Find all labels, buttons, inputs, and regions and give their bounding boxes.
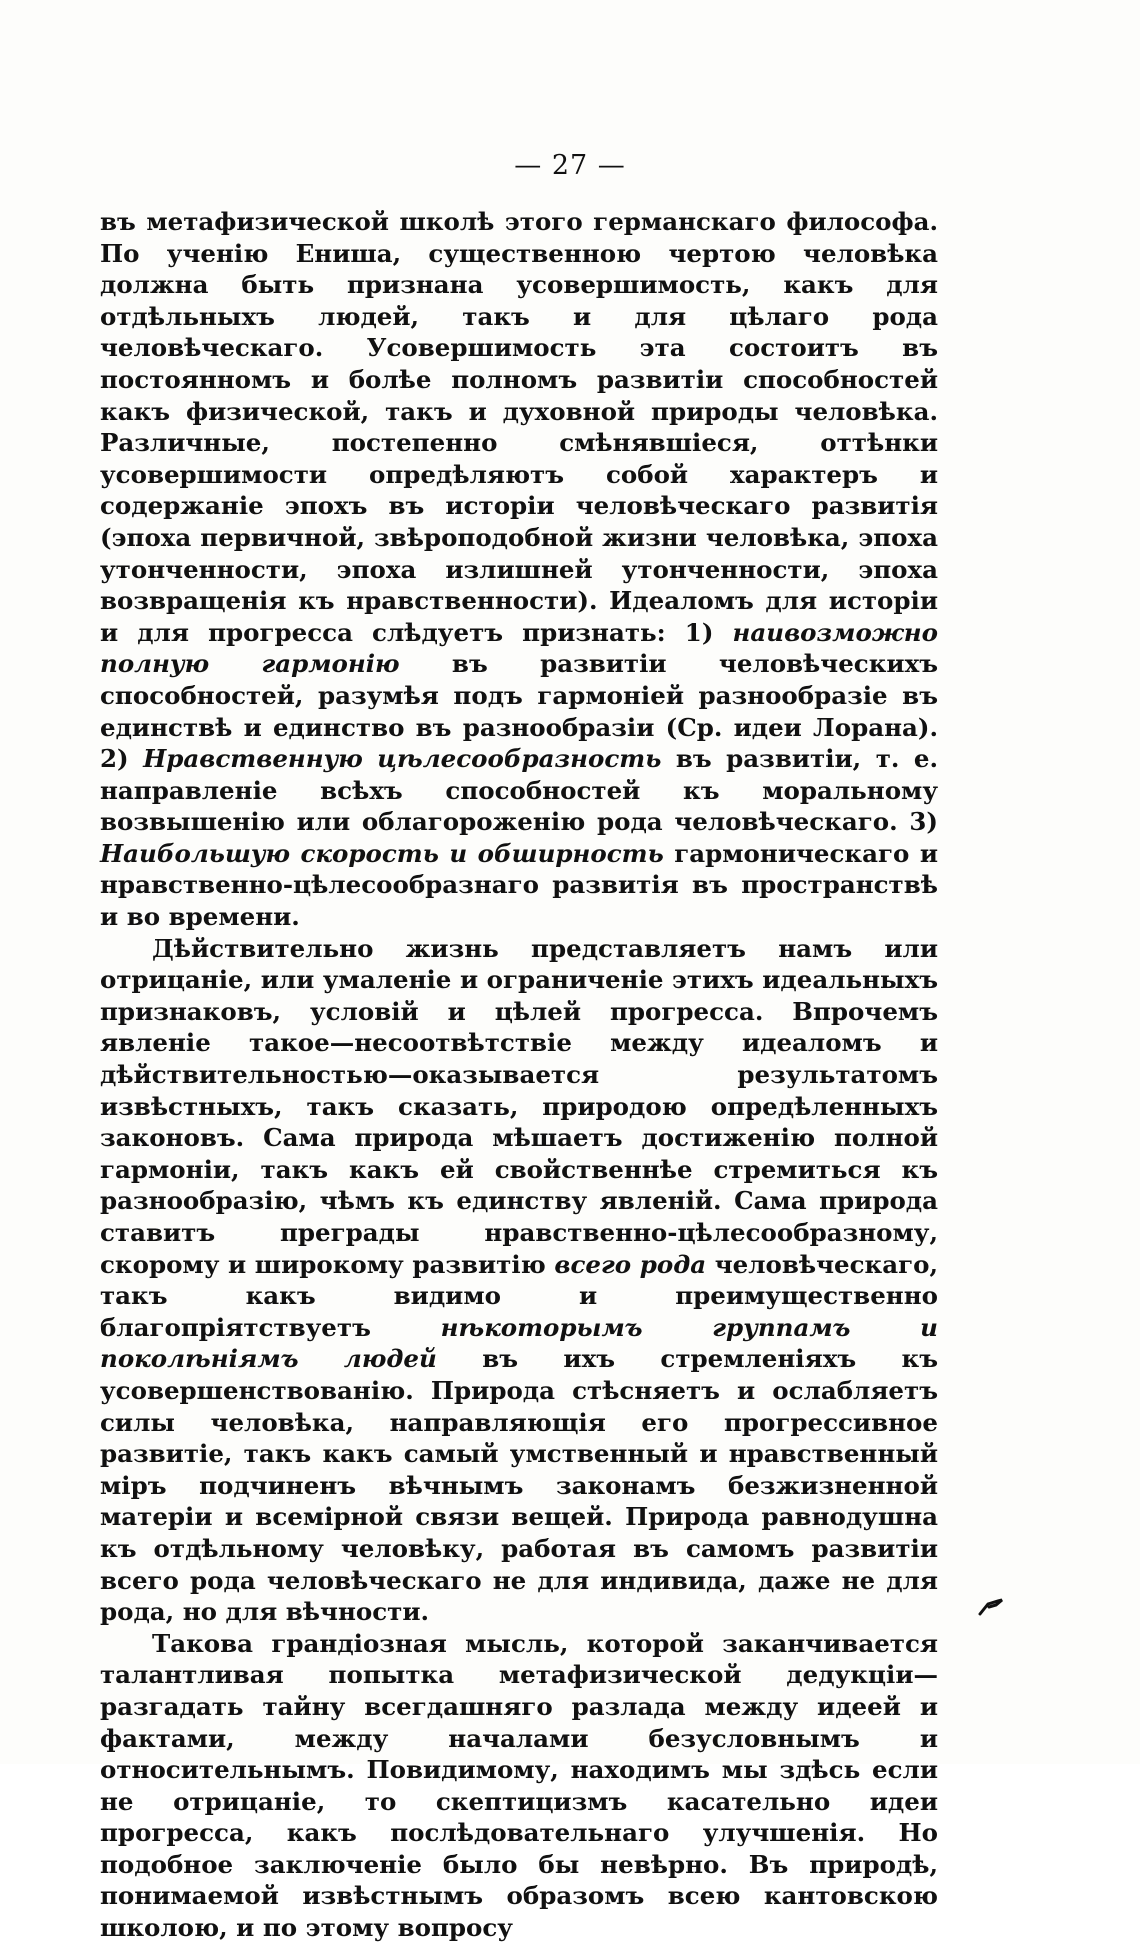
paragraph-3 bbox=[100, 1628, 938, 1944]
text-run: человѣческаго, такъ какъ видимо и преимущественно благопріятствуетъ bbox=[100, 1249, 938, 1342]
text-run: гармоническаго и нравственно-цѣлесообразнаго развитія въ пространствѣ и во времени. bbox=[100, 838, 939, 932]
text-run: въ метафизической школѣ этого германскаго философа. По ученію Ениша, существенною чертою человѣка должна быть признана усовершимость, какъ для отдѣльныхъ людей, такъ и для цѣлаго рода человѣческаго. Усовершимость эта состоитъ въ постоянномъ и болѣе полномъ развитіи способностей какъ физической, такъ и духовной природы человѣка. Различные, постепенно смѣнявшіеся, оттѣнки усовершимости опредѣляютъ собой характеръ и содержаніе эпохъ въ исторіи человѣческаго развитія (эпоха первичной, звѣроподобной жизни человѣка, эпоха утонченности, эпоха излишней утонченности, эпоха возвращенія къ нравственности). Идеаломъ для исторіи и для прогресса слѣдуетъ признать: 1) bbox=[100, 207, 938, 647]
ink-mark-icon bbox=[978, 1598, 1004, 1616]
text-run: въ развитіи человѣческихъ способностей, разумѣя подъ гармоніей разнообразіе въ единствѣ и единство въ разнообразіи (Ср. идеи Лорана). 2) bbox=[100, 649, 938, 774]
italic-phrase: нѣкоторымъ группамъ и поколѣніямъ людей bbox=[100, 1312, 938, 1374]
paragraph-2 bbox=[100, 933, 938, 1628]
text-run: Такова грандіозная мысль, которой заканчивается талантливая попытка метафизической дедукціи—разгадать тайну всегдашняго разлада между идеей и фактами, между началами безусловнымъ и относительнымъ. Повидимому, находимъ мы здѣсь если не отрицаніе, то скептицизмъ касательно идеи прогресса, какъ послѣдовательнаго улучшенія. Но подобное заключеніе было бы невѣрно. Въ природѣ, понимаемой извѣстнымъ образомъ всею кантовскою школою, и по этому вопросу bbox=[100, 1628, 938, 1943]
paragraph-1 bbox=[100, 206, 938, 933]
italic-phrase: наивозможно полную гармонію bbox=[100, 617, 938, 679]
text-run: въ развитіи, т. е. направленіе всѣхъ способностей къ моральному возвышенію или облагороженію рода человѣческаго. 3) bbox=[100, 744, 939, 837]
body-text bbox=[100, 206, 938, 1944]
italic-phrase: Нравственную цѣлесообразность bbox=[143, 744, 662, 774]
page-number: — 27 — bbox=[514, 150, 626, 181]
text-run: въ ихъ стремленіяхъ къ усовершенствованію. Природа стѣсняетъ и ослабляетъ силы человѣка, направляющія его прогрессивное развитіе, такъ какъ самый умственный и нравственный міръ подчиненъ вѣчнымъ законамъ безжизненной матеріи и всемірной связи вещей. Природа равнодушна къ отдѣльному человѣку, работая въ самомъ развитіи всего рода человѣческаго не для индивида, даже не для рода, но для вѣчности. bbox=[100, 1344, 938, 1627]
italic-phrase: Наибольшую скорость и обширность bbox=[100, 838, 664, 868]
text-run: Дѣйствительно жизнь представляетъ намъ или отрицаніе, или умаленіе и ограниченіе этихъ идеальныхъ признаковъ, условій и цѣлей прогресса. Впрочемъ явленіе такое—несоотвѣтствіе между идеаломъ и дѣйствительностью—оказывается результатомъ извѣстныхъ, такъ сказать, природою опредѣленныхъ законовъ. Сама природа мѣшаетъ достиженію полной гармоніи, такъ какъ ей свойственнѣе стремиться къ разнообразію, чѣмъ къ единству явленій. Сама природа ставитъ преграды нравственно-цѣлесообразному, скорому и широкому развитію bbox=[100, 933, 938, 1279]
italic-phrase: всего рода bbox=[554, 1249, 707, 1279]
